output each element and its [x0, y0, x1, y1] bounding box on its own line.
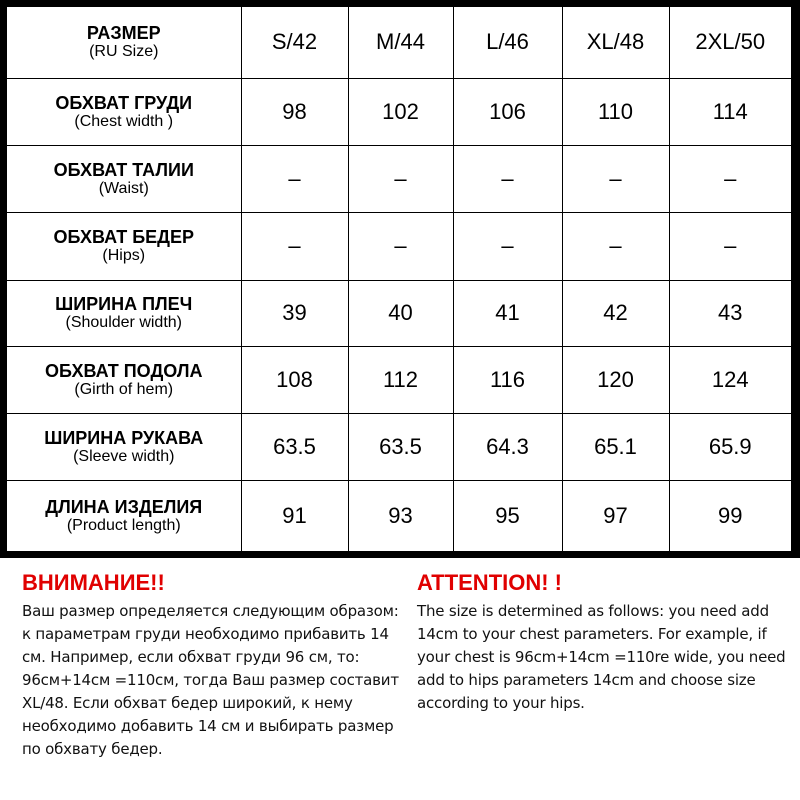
attention-title-en: ATTENTION! !: [417, 570, 563, 595]
size-header: XL/48: [562, 7, 669, 78]
measurement-row: [7, 413, 791, 480]
measurement-value: 112: [348, 346, 453, 413]
measurement-value: –: [453, 212, 562, 280]
measurement-label-ru: ШИРИНА ПЛЕЧ: [55, 294, 193, 314]
measurement-row: [7, 480, 791, 551]
measurement-label-ru: ОБХВАТ БЕДЕР: [53, 227, 194, 247]
measurement-value: 64.3: [453, 413, 562, 480]
measurement-label-cell: [7, 145, 241, 212]
measurement-label-cell: [7, 346, 241, 413]
measurement-value: 65.9: [669, 413, 791, 480]
measurement-label-ru: ОБХВАТ ГРУДИ: [55, 92, 193, 113]
attention-note-ru: [22, 570, 407, 761]
measurement-value: 41: [453, 280, 562, 346]
measurement-value: –: [562, 145, 669, 212]
measurement-value: 95: [453, 480, 562, 551]
measurement-label-cell: [7, 480, 241, 551]
measurement-value: –: [348, 145, 453, 212]
attention-text-ru: Ваш размер определяется следующим образом: к параметрам груди необходимо прибавить 14 см. Например, если обхват груди 96 см, то: 96см+14см =110см, тогда Ваш размер составит XL/48. Если обхват бедер широкий, к нему необходимо добавить 14 см и выбирать размер по обхвату бедер.: [22, 602, 399, 758]
size-header: 2XL/50: [669, 7, 791, 78]
measurement-value: 63.5: [348, 413, 453, 480]
measurement-label-ru: ОБХВАТ ПОДОЛА: [45, 360, 203, 381]
measurement-row: [7, 280, 791, 346]
measurement-value: 116: [453, 346, 562, 413]
attention-text-en: The size is determined as follows: you need add 14cm to your chest parameters. For example, if your chest is 96cm+14cm =110re wide, you need add to hips parameters 14cm and choose size according to your hips.: [417, 602, 786, 712]
measurement-value: –: [562, 212, 669, 280]
measurement-value: –: [669, 145, 791, 212]
measurement-value: 108: [241, 346, 348, 413]
measurement-value: 65.1: [562, 413, 669, 480]
measurement-row: [7, 346, 791, 413]
measurement-value: 124: [669, 346, 791, 413]
header-label-ru: РАЗМЕР: [86, 23, 161, 44]
measurement-label-cell: [7, 78, 241, 145]
size-header: S/42: [241, 7, 348, 78]
measurement-label-cell: [7, 212, 241, 280]
measurement-value: 98: [241, 78, 348, 145]
measurement-value: –: [453, 145, 562, 212]
measurement-label-cell: [7, 413, 241, 480]
measurement-value: 99: [669, 480, 791, 551]
measurement-value: –: [348, 212, 453, 280]
measurement-label-en: (Chest width ): [74, 112, 174, 130]
measurement-label-en: (Hips): [102, 247, 146, 264]
header-row: [7, 7, 791, 78]
attention-note-en: [417, 570, 800, 715]
size-header: L/46: [453, 7, 562, 78]
attention-title-ru: ВНИМАНИЕ!!: [22, 570, 165, 595]
measurement-value: 120: [562, 346, 669, 413]
header-label-cell: [7, 7, 241, 78]
measurement-label-en: (Girth of hem): [74, 380, 174, 398]
measurement-value: 39: [241, 280, 348, 346]
measurement-value: 102: [348, 78, 453, 145]
measurement-label-en: (Waist): [98, 179, 149, 197]
measurement-label-ru: ОБХВАТ ТАЛИИ: [53, 159, 194, 180]
measurement-value: 63.5: [241, 413, 348, 480]
measurement-value: 97: [562, 480, 669, 551]
measurement-row: [7, 145, 791, 212]
measurement-row: [7, 78, 791, 145]
measurement-label-ru: ДЛИНА ИЗДЕЛИЯ: [45, 496, 203, 517]
size-chart-table: [7, 7, 791, 551]
measurement-value: 106: [453, 78, 562, 145]
measurement-label-en: (Shoulder width): [65, 314, 182, 331]
measurement-value: 43: [669, 280, 791, 346]
measurement-value: 40: [348, 280, 453, 346]
measurement-value: –: [241, 212, 348, 280]
measurement-row: [7, 212, 791, 280]
header-label-en: (RU Size): [89, 43, 159, 61]
measurement-value: 91: [241, 480, 348, 551]
measurement-value: 42: [562, 280, 669, 346]
measurement-label-cell: [7, 280, 241, 346]
measurement-label-ru: ШИРИНА РУКАВА: [44, 427, 204, 448]
measurement-value: –: [669, 212, 791, 280]
measurement-value: 114: [669, 78, 791, 145]
measurement-value: –: [241, 145, 348, 212]
measurement-label-en: (Sleeve width): [73, 447, 175, 465]
measurement-value: 110: [562, 78, 669, 145]
measurement-value: 93: [348, 480, 453, 551]
size-header: M/44: [348, 7, 453, 78]
measurement-label-en: (Product length): [66, 516, 181, 534]
